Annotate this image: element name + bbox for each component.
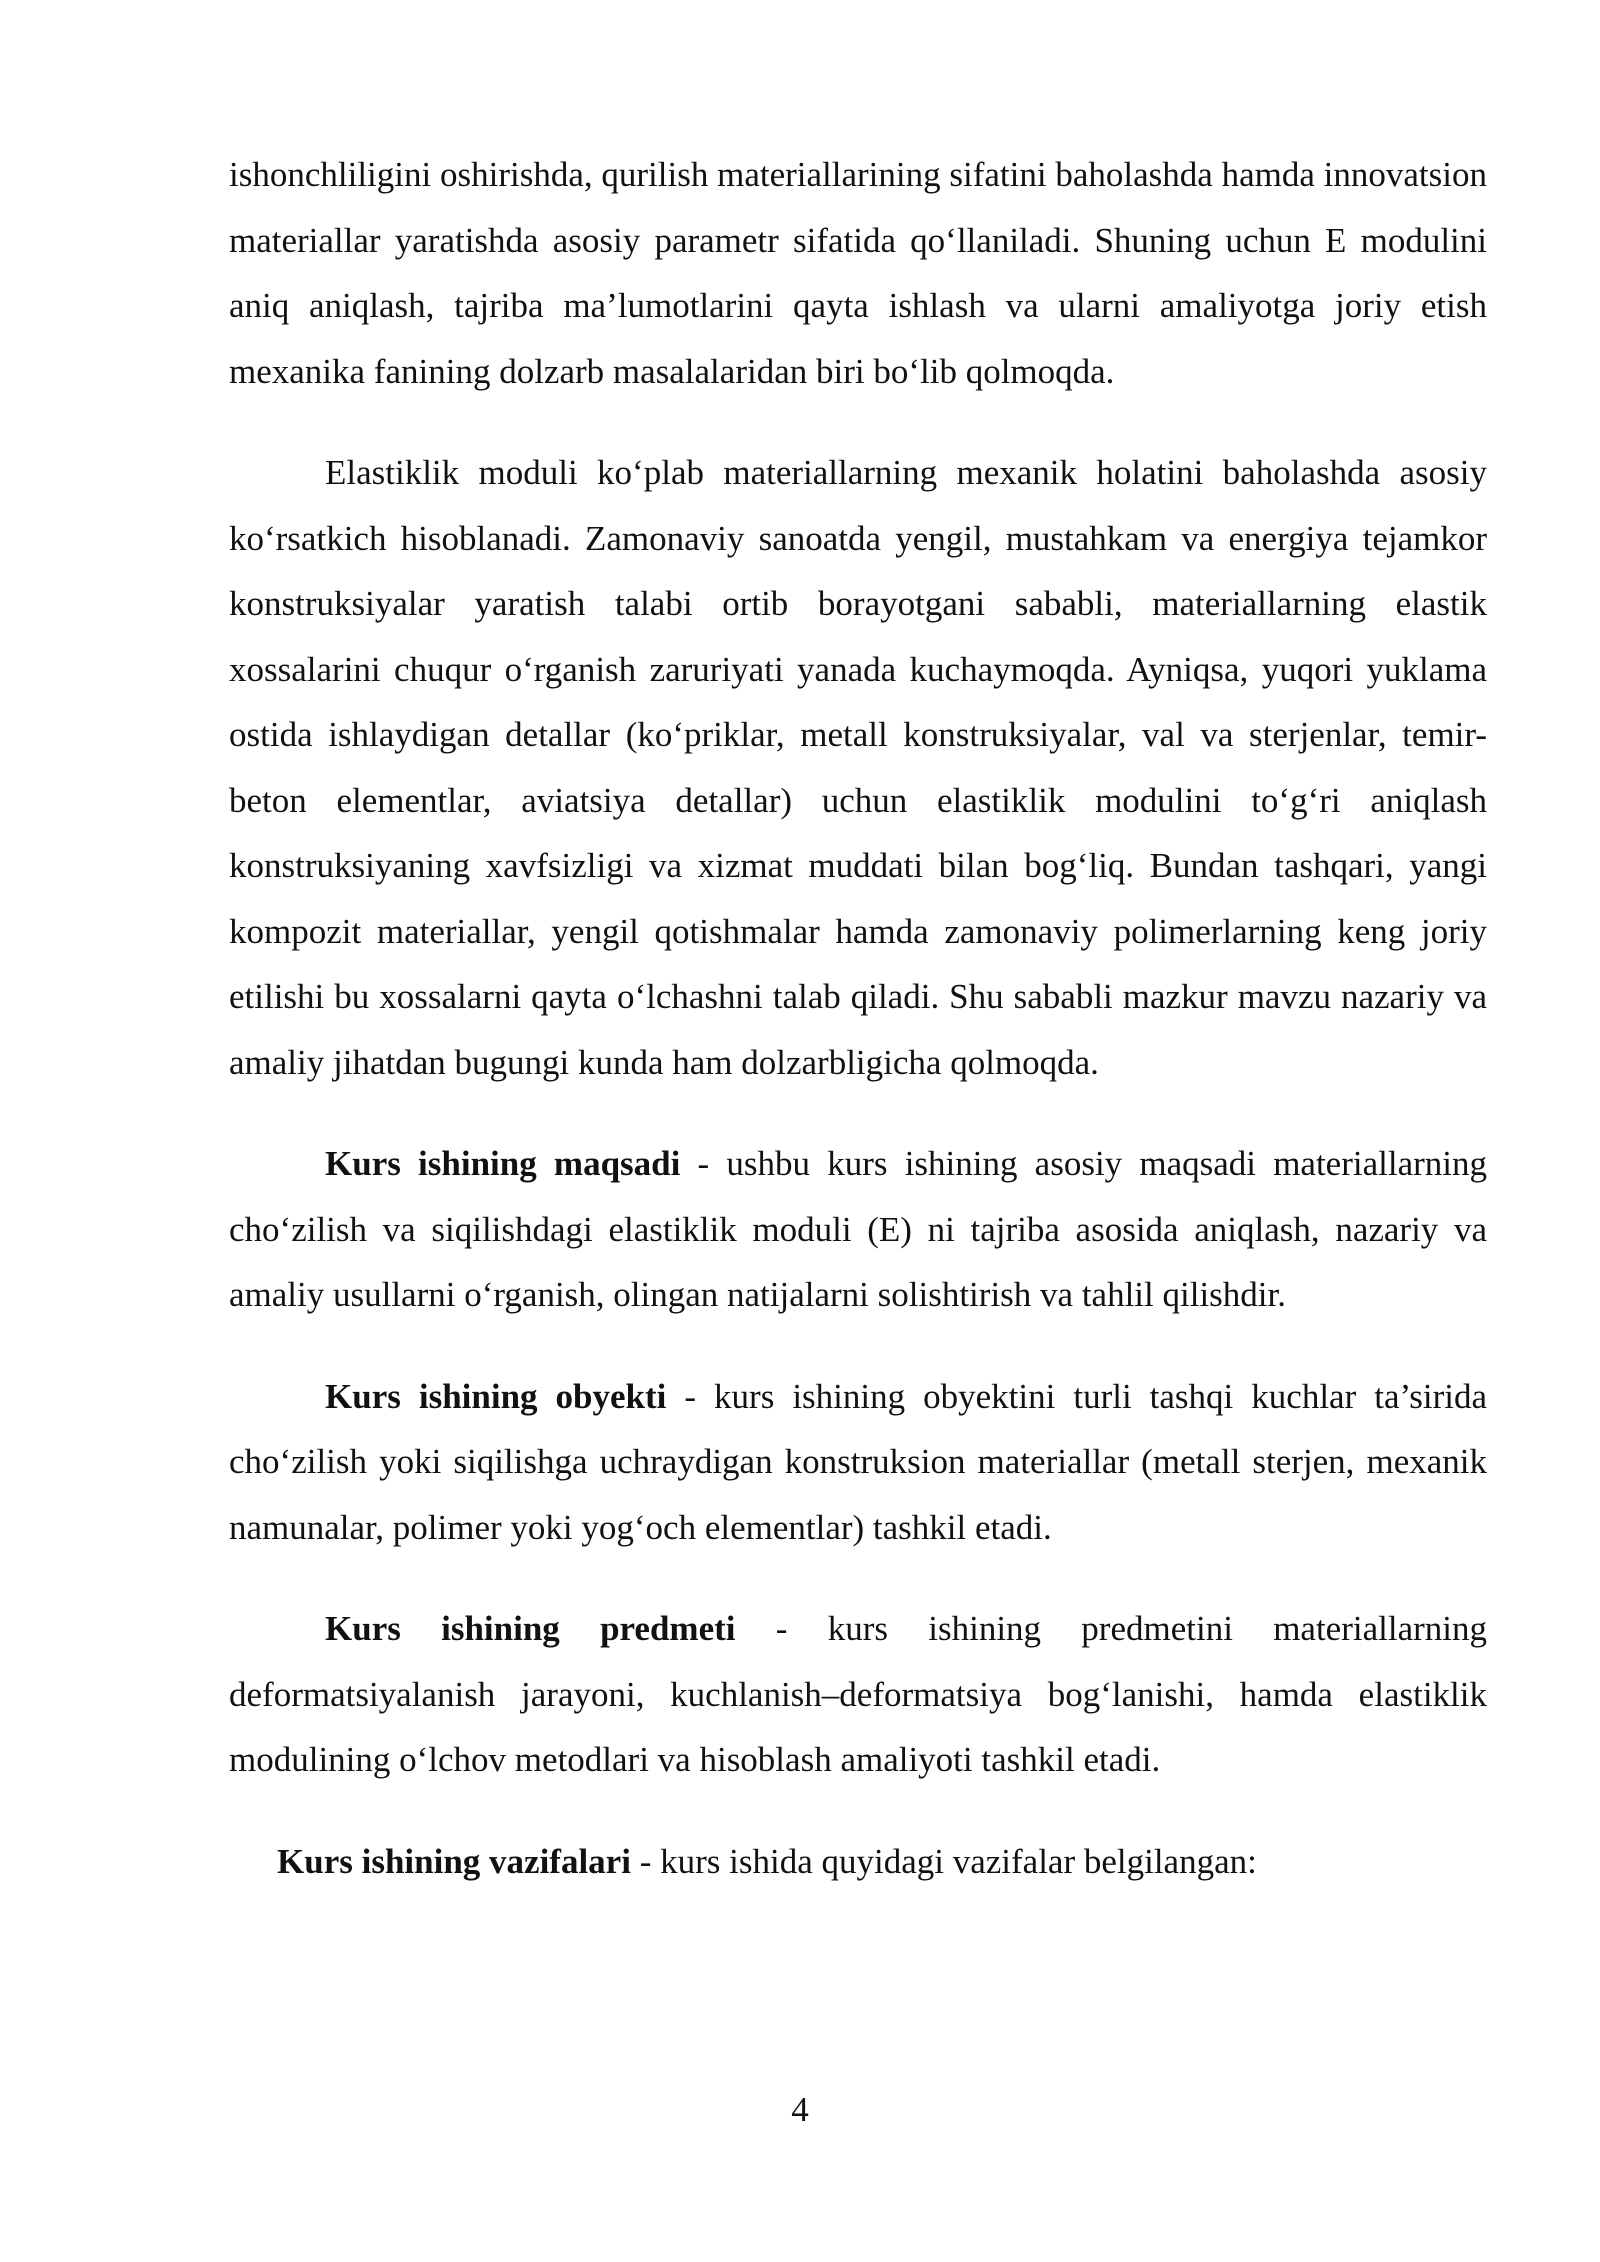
- object-label: Kurs ishining obyekti: [325, 1376, 667, 1416]
- subject-label: Kurs ishining predmeti: [325, 1609, 736, 1648]
- tasks-label: Kurs ishining vazifalari: [277, 1841, 631, 1881]
- object-text: - kurs ishining obyektini turli tashqi kuchlar ta’sirida cho‘zilish yoki siqilishga uchraydigan konstruksion materiallar (metall sterjen, mexanik namunalar, polimer yoki yog‘och elementlar) tashkil etadi.: [229, 1376, 1487, 1547]
- tasks-text: - kurs ishida quyidagi vazifalar belgilangan:: [630, 1841, 1257, 1881]
- subject-text: - kurs ishining predmetini materiallarning deformatsiyalanish jarayoni, kuchlanish–deformatsiya bog‘lanishi, hamda elastiklik modulining o‘lchov metodlari va hisoblash amaliyoti tashkil etadi.: [229, 1609, 1487, 1779]
- paragraph-goal: [229, 1131, 1487, 1328]
- paragraph-subject: [229, 1596, 1487, 1793]
- goal-text: - ushbu kurs ishining asosiy maqsadi materiallarning cho‘zilish va siqilishdagi elastiklik moduli (E) ni tajriba asosida aniqlash, nazariy va amaliy usullarni o‘rganish, olingan natijalarni solishtirish va tahlil qilishdir.: [229, 1144, 1487, 1314]
- page-number: 4: [791, 2090, 809, 2129]
- paragraph-tasks: [229, 1829, 1487, 1895]
- paragraph-continuation: ishonchliligini oshirishda, qurilish materiallarining sifatini baholashda hamda innovatsion materiallar yaratishda asosiy parametr sifatida qo‘llaniladi. Shuning uchun E modulini aniq aniqlash, tajriba ma’lumotlarini qayta ishlash va ularni amaliyotga joriy etish mexanika fanining dolzarb masalalaridan biri bo‘lib qolmoqda.: [229, 155, 1487, 391]
- goal-label: Kurs ishining maqsadi: [325, 1144, 681, 1183]
- paragraph-relevance: Elastiklik moduli ko‘plab materiallarning mexanik holatini baholashda asosiy ko‘rsatkich hisoblanadi. Zamonaviy sanoatda yengil, mustahkam va energiya tejamkor konstruksiyalar yaratish talabi ortib borayotgani sababli, materiallarning elastik xossalarini chuqur o‘rganish zaruriyati yanada kuchaymoqda. Ayniqsa, yuqori yuklama ostida ishlaydigan detallar (ko‘priklar, metall konstruksiyalar, val va sterjenlar, temir-beton elementlar, aviatsiya detallar) uchun elastiklik modulini to‘g‘ri aniqlash konstruksiyaning xavfsizligi va xizmat muddati bilan bog‘liq. Bundan tashqari, yangi kompozit materiallar, yengil qotishmalar hamda zamonaviy polimerlarning keng joriy etilishi bu xossalarni qayta o‘lchashni talab qiladi. Shu sababli mazkur mavzu nazariy va amaliy jihatdan bugungi kunda ham dolzarbligicha qolmoqda.: [229, 453, 1487, 1082]
- page-body: [229, 142, 1487, 1894]
- paragraph-object: [229, 1364, 1487, 1561]
